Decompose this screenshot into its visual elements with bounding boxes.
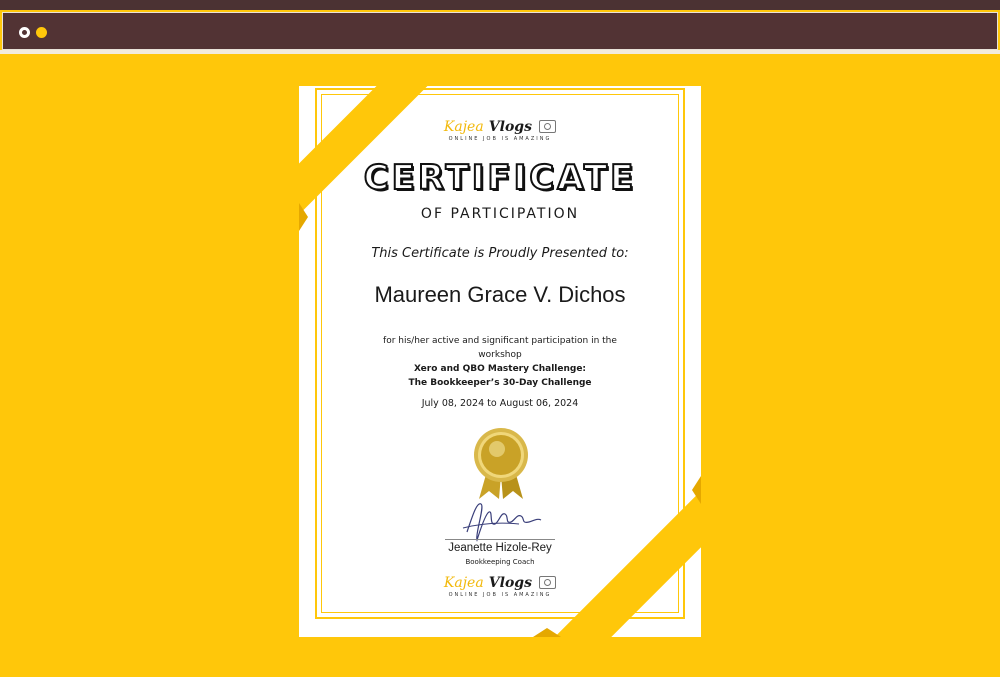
date-range: July 08, 2024 to August 06, 2024 xyxy=(421,398,579,409)
course-line-2: The Bookkeeper’s 30-Day Challenge xyxy=(408,378,592,388)
certificate-title: CERTIFICATE xyxy=(363,158,637,198)
minimize-dot-icon[interactable] xyxy=(36,27,47,38)
logo-word-vlogs: Vlogs xyxy=(488,575,532,591)
brand-logo-bottom xyxy=(299,572,701,598)
window-title-bar xyxy=(2,12,998,50)
gold-seal-icon xyxy=(473,427,529,501)
logo-tagline: ONLINE JOB IS AMAZING xyxy=(448,136,552,142)
camera-icon xyxy=(539,576,556,589)
ribbon-fold-bottom xyxy=(533,628,561,637)
ribbon-fold-right xyxy=(692,476,701,504)
certificate-card xyxy=(299,86,701,637)
camera-icon xyxy=(539,120,556,133)
top-strip xyxy=(0,0,1000,10)
brand-logo-top xyxy=(299,116,701,142)
description-line-1: for his/her active and significant participation in the xyxy=(383,336,617,346)
course-name xyxy=(299,362,701,390)
presented-to-text: This Certificate is Proudly Presented to: xyxy=(371,246,629,261)
logo-word-vlogs: Vlogs xyxy=(488,119,532,135)
logo-tagline: ONLINE JOB IS AMAZING xyxy=(448,592,552,598)
title-bar-divider xyxy=(0,50,1000,54)
course-line-1: Xero and QBO Mastery Challenge: xyxy=(413,364,587,374)
signature-line xyxy=(445,539,555,540)
recipient-name: Maureen Grace V. Dichos xyxy=(374,282,626,307)
logo-word-kajea: Kajea xyxy=(443,575,484,591)
description-line-2: workshop xyxy=(478,350,522,360)
signer-role: Bookkeeping Coach xyxy=(465,558,535,566)
logo-word-kajea: Kajea xyxy=(443,119,484,135)
close-dot-icon[interactable] xyxy=(19,27,30,38)
participation-description xyxy=(339,334,661,362)
signer-name: Jeanette Hizole-Rey xyxy=(448,542,552,554)
certificate-subtitle: OF PARTICIPATION xyxy=(420,206,580,222)
handwritten-signature xyxy=(459,494,549,544)
